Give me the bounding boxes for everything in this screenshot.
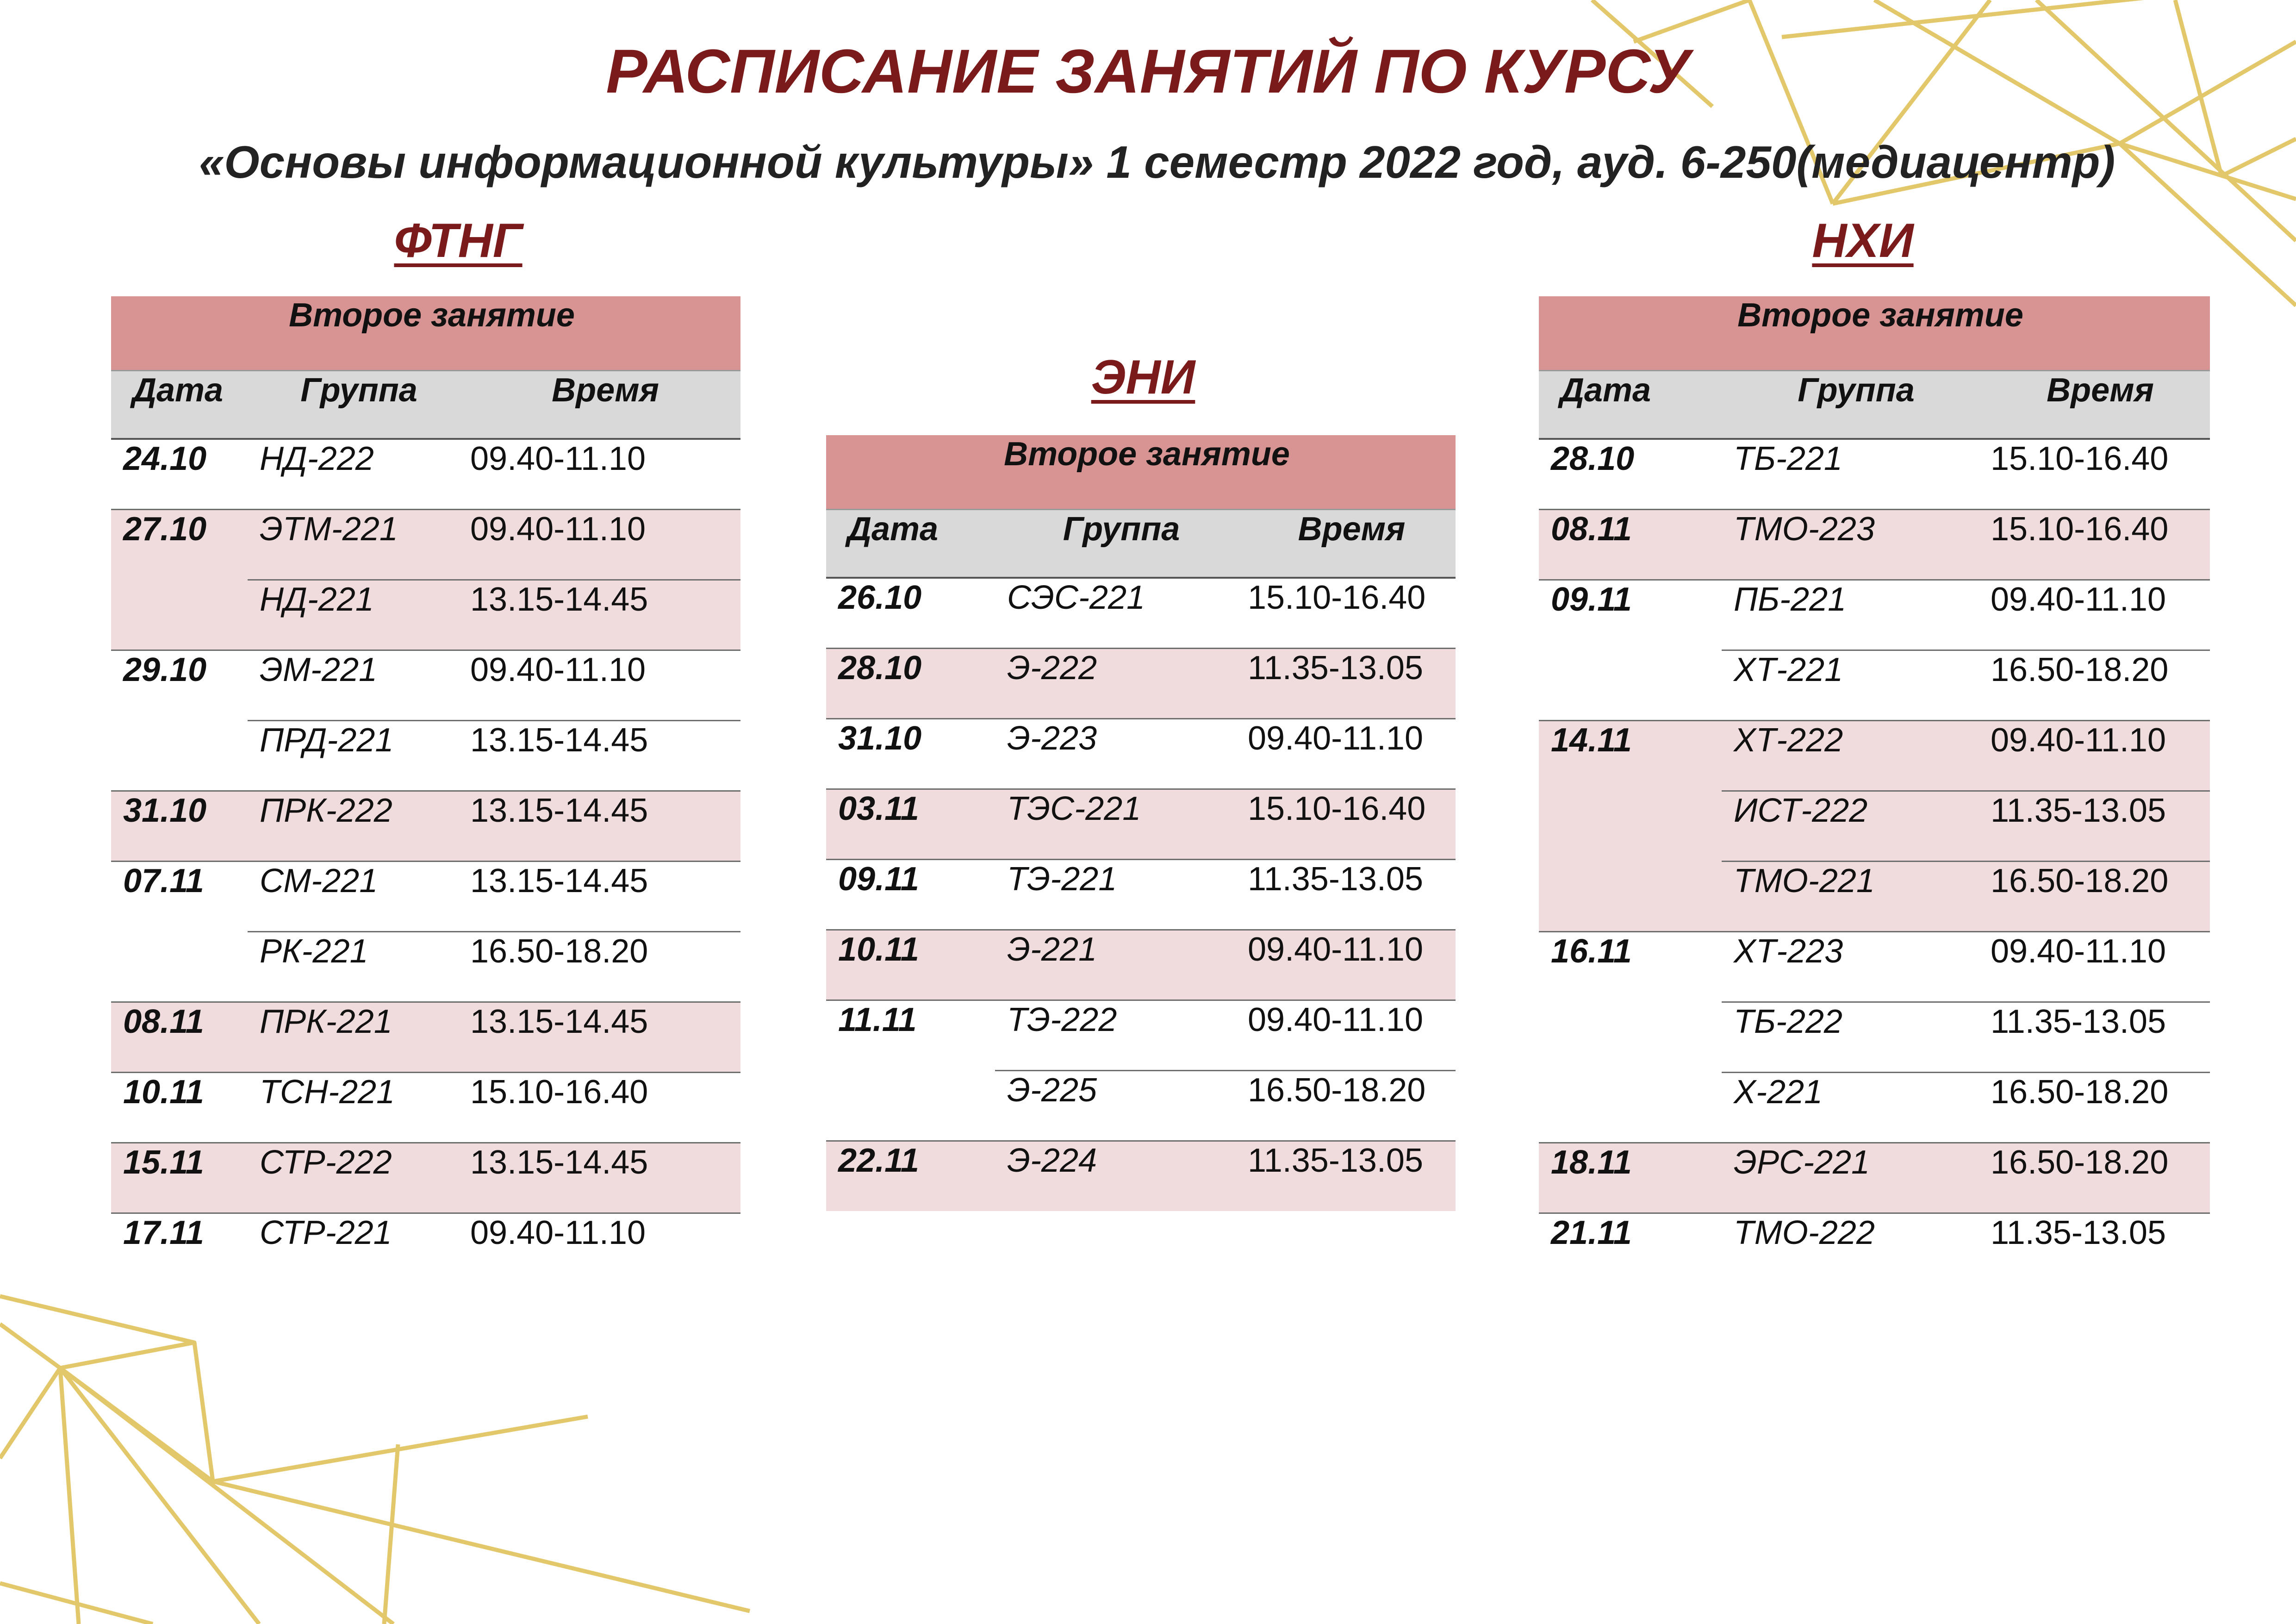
cell-date <box>111 580 248 650</box>
table-row <box>1539 580 2210 650</box>
cell-group: ПРД-221 <box>248 720 458 791</box>
cell-group: ТМО-223 <box>1722 509 1979 580</box>
cell-group: СТР-222 <box>248 1143 458 1213</box>
cell-date: 31.10 <box>826 718 995 789</box>
table-row <box>826 859 1456 930</box>
cell-group: Э-225 <box>995 1070 1236 1141</box>
cell-date: 18.11 <box>1539 1143 1722 1213</box>
cell-time: 11.35-13.05 <box>1236 648 1456 718</box>
cell-date <box>1539 861 1722 931</box>
schedule-table-ftng <box>111 296 740 1283</box>
table-row <box>111 1002 740 1072</box>
cell-time: 11.35-13.05 <box>1236 1141 1456 1211</box>
table-row <box>111 720 740 791</box>
cell-time: 15.10-16.40 <box>1248 579 1426 616</box>
cell-time: 16.50-18.20 <box>1979 861 2210 931</box>
cell-group: ЭТМ-221 <box>248 509 458 580</box>
table-row <box>1539 861 2210 931</box>
table-row <box>1539 650 2210 720</box>
faculty-heading-nhi: НХИ <box>1812 214 1914 268</box>
cell-date: 27.10 <box>111 509 248 580</box>
table-row <box>826 718 1456 789</box>
column-header-group: Группа <box>248 370 458 439</box>
cell-time: 16.50-18.20 <box>458 931 740 1002</box>
table-row <box>111 791 740 861</box>
table-row <box>111 509 740 580</box>
cell-time: 13.15-14.45 <box>458 1143 740 1213</box>
cell-time: 15.10-16.40 <box>458 1072 740 1143</box>
cell-date: 31.10 <box>111 791 248 861</box>
cell-group: НД-221 <box>248 580 458 650</box>
table-row <box>111 861 740 931</box>
cell-date: 21.11 <box>1539 1213 1722 1283</box>
cell-date: 26.10 <box>838 579 922 616</box>
table-row <box>826 930 1456 1000</box>
cell-group: СМ-221 <box>248 861 458 931</box>
cell-time: 11.35-13.05 <box>1979 1002 2210 1072</box>
cell-group: ЭМ-221 <box>248 650 458 720</box>
column-header-date: Дата <box>826 509 995 578</box>
column-header-date: Дата <box>111 370 248 439</box>
cell-group: ПБ-221 <box>1722 580 1979 650</box>
cell-group: СЭС-221 <box>1007 579 1145 616</box>
cell-date: 22.11 <box>826 1141 995 1211</box>
cell-group: ТМО-222 <box>1722 1213 1979 1283</box>
cell-date: 10.11 <box>826 930 995 1000</box>
cell-group: ТБ-221 <box>1734 440 1842 477</box>
cell-time: 09.40-11.10 <box>1979 931 2210 1002</box>
cell-group: Э-224 <box>995 1141 1236 1211</box>
cell-time: 09.40-11.10 <box>1979 720 2210 791</box>
column-header-group: Группа <box>995 509 1236 578</box>
session-header: Второе занятие <box>826 435 1456 509</box>
cell-group: СТР-221 <box>248 1213 458 1283</box>
cell-date: 09.11 <box>1539 580 1722 650</box>
cell-time: 16.50-18.20 <box>1979 1072 2210 1143</box>
cell-group: ХТ-221 <box>1722 650 1979 720</box>
page-subtitle: «Основы информационной культуры» 1 семестр 2022 год, ауд. 6-250(медиацентр) <box>199 137 2116 187</box>
column-header-time: Время <box>1236 509 1456 578</box>
cell-time: 13.15-14.45 <box>458 1002 740 1072</box>
cell-date: 28.10 <box>826 648 995 718</box>
column-header-date: Дата <box>1539 370 1722 439</box>
cell-group: ИСТ-222 <box>1722 791 1979 861</box>
cell-date: 16.11 <box>1539 931 1722 1002</box>
cell-time: 13.15-14.45 <box>458 791 740 861</box>
cell-time: 13.15-14.45 <box>458 580 740 650</box>
cell-time: 09.40-11.10 <box>458 509 740 580</box>
cell-date: 14.11 <box>1539 720 1722 791</box>
cell-time: 13.15-14.45 <box>458 720 740 791</box>
table-row <box>1539 720 2210 791</box>
cell-time: 11.35-13.05 <box>1979 1213 2210 1283</box>
session-header: Второе занятие <box>1539 296 2210 370</box>
cell-group: Э-222 <box>995 648 1236 718</box>
cell-time: 09.40-11.10 <box>1236 718 1456 789</box>
cell-time: 11.35-13.05 <box>1979 791 2210 861</box>
table-row <box>111 1213 740 1283</box>
cell-time: 11.35-13.05 <box>1236 859 1456 930</box>
table-row <box>1539 509 2210 580</box>
table-row <box>111 931 740 1002</box>
cell-date <box>1539 650 1722 720</box>
cell-date: 24.10 <box>123 440 207 477</box>
cell-date: 08.11 <box>111 1002 248 1072</box>
table-row <box>1539 931 2210 1002</box>
table-row <box>111 1072 740 1143</box>
table-row <box>1539 1002 2210 1072</box>
table-row <box>826 1070 1456 1141</box>
table-row <box>826 1141 1456 1211</box>
cell-group: ХТ-222 <box>1722 720 1979 791</box>
table-row <box>1539 439 2210 509</box>
faculty-heading-ftng: ФТНГ <box>394 214 523 268</box>
session-header: Второе занятие <box>111 296 740 370</box>
cell-date <box>1539 1002 1722 1072</box>
faculty-heading-eni: ЭНИ <box>1091 350 1195 404</box>
page-title: РАСПИСАНИЕ ЗАНЯТИЙ ПО КУРСУ <box>606 37 1690 106</box>
cell-date: 17.11 <box>111 1213 248 1283</box>
schedule-table-eni <box>826 435 1456 1211</box>
cell-time: 09.40-11.10 <box>1236 930 1456 1000</box>
table-row <box>826 1000 1456 1070</box>
cell-group: ТМО-221 <box>1722 861 1979 931</box>
table-row <box>111 650 740 720</box>
cell-date: 10.11 <box>111 1072 248 1143</box>
column-header-time: Время <box>1979 370 2210 439</box>
cell-group: ТЭС-221 <box>995 789 1236 859</box>
cell-date <box>1539 791 1722 861</box>
cell-time: 15.10-16.40 <box>1979 509 2210 580</box>
cell-date: 08.11 <box>1539 509 1722 580</box>
cell-group: ПРК-222 <box>248 791 458 861</box>
cell-date: 07.11 <box>111 861 248 931</box>
cell-date: 29.10 <box>111 650 248 720</box>
table-row <box>111 439 740 509</box>
cell-time: 15.10-16.40 <box>1991 440 2169 477</box>
cell-group: ТСН-221 <box>248 1072 458 1143</box>
cell-group: ТЭ-222 <box>995 1000 1236 1070</box>
cell-group: Э-223 <box>995 718 1236 789</box>
table-row <box>1539 1072 2210 1143</box>
cell-time: 16.50-18.20 <box>1236 1070 1456 1141</box>
table-row <box>826 648 1456 718</box>
cell-time: 13.15-14.45 <box>458 861 740 931</box>
cell-date: 03.11 <box>826 789 995 859</box>
cell-time: 09.40-11.10 <box>458 1213 740 1283</box>
cell-date: 28.10 <box>1551 440 1635 477</box>
cell-group: Х-221 <box>1722 1072 1979 1143</box>
cell-group: ТЭ-221 <box>995 859 1236 930</box>
cell-date: 09.11 <box>826 859 995 930</box>
cell-date <box>1539 1072 1722 1143</box>
cell-time: 09.40-11.10 <box>470 440 646 477</box>
table-row <box>1539 791 2210 861</box>
cell-date <box>826 1070 995 1141</box>
cell-time: 16.50-18.20 <box>1979 1143 2210 1213</box>
cell-time: 09.40-11.10 <box>1236 1000 1456 1070</box>
cell-date <box>111 720 248 791</box>
schedule-table-nhi <box>1539 296 2210 1283</box>
column-header-group: Группа <box>1722 370 1979 439</box>
cell-group: ПРК-221 <box>248 1002 458 1072</box>
table-row <box>826 578 1456 648</box>
cell-time: 15.10-16.40 <box>1236 789 1456 859</box>
table-row <box>826 789 1456 859</box>
table-row <box>1539 1143 2210 1213</box>
cell-group: ЭРС-221 <box>1722 1143 1979 1213</box>
cell-group: ХТ-223 <box>1722 931 1979 1002</box>
cell-date: 15.11 <box>111 1143 248 1213</box>
column-header-time: Время <box>458 370 740 439</box>
cell-group: Э-221 <box>995 930 1236 1000</box>
cell-group: ТБ-222 <box>1722 1002 1979 1072</box>
cell-time: 09.40-11.10 <box>458 650 740 720</box>
cell-date <box>111 931 248 1002</box>
table-row <box>111 1143 740 1213</box>
cell-time: 16.50-18.20 <box>1979 650 2210 720</box>
table-row <box>111 580 740 650</box>
cell-date: 11.11 <box>826 1000 995 1070</box>
cell-group: НД-222 <box>260 440 374 477</box>
cell-time: 09.40-11.10 <box>1979 580 2210 650</box>
table-row <box>1539 1213 2210 1283</box>
cell-group: РК-221 <box>248 931 458 1002</box>
